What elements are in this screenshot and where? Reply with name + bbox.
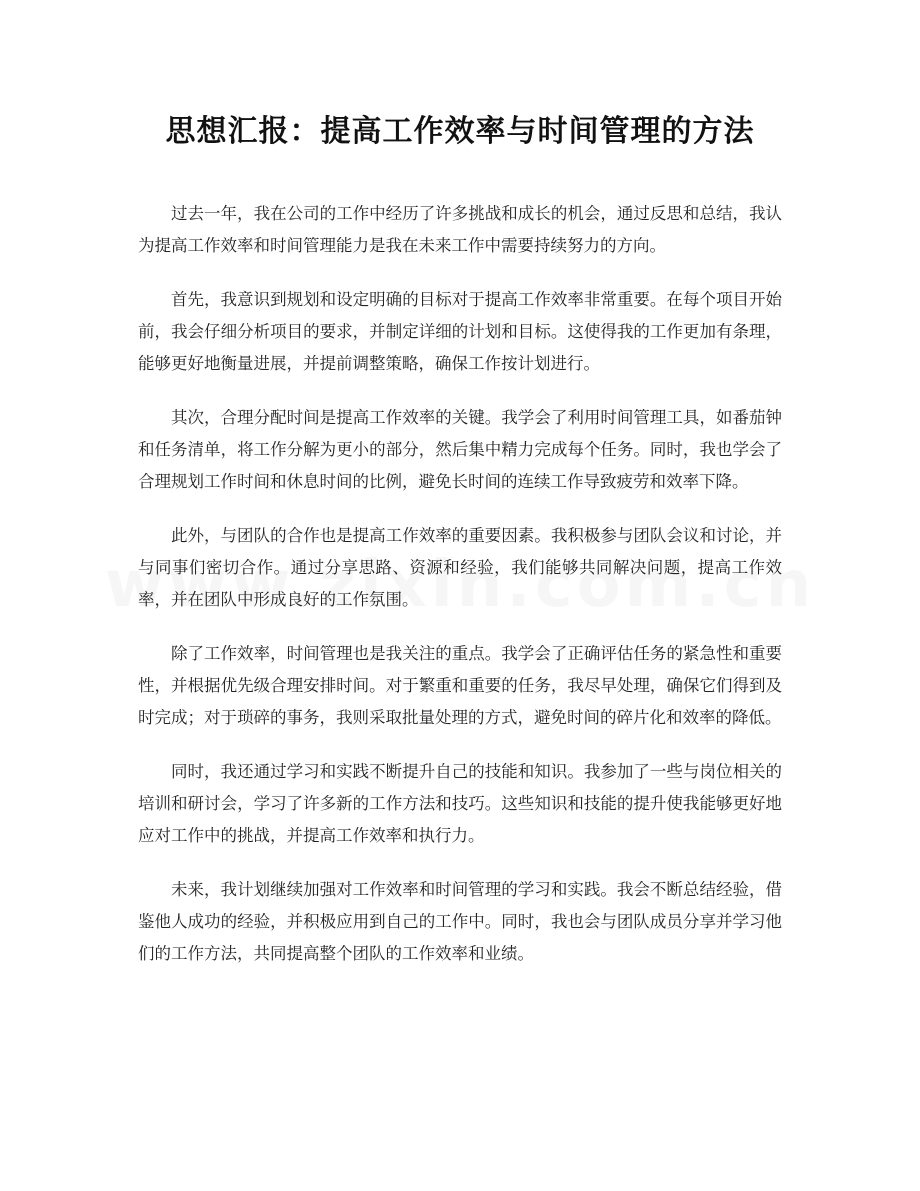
paragraph-1: 过去一年，我在公司的工作中经历了许多挑战和成长的机会，通过反思和总结，我认为提高工作效率和时间管理能力是我在未来工作中需要持续努力的方向。 [138, 204, 782, 255]
paragraph-2: 首先，我意识到规划和设定明确的目标对于提高工作效率非常重要。在每个项目开始前，我会仔细分析项目的要求，并制定详细的计划和目标。这使得我的工作更加有条理，能够更好地衡量进展，并提前调整策略，确保工作按计划进行。 [138, 290, 782, 373]
paragraph-6: 同时，我还通过学习和实践不断提升自己的技能和知识。我参加了一些与岗位相关的培训和研讨会，学习了许多新的工作方法和技巧。这些知识和技能的提升使我能够更好地应对工作中的挑战，并提高工作效率和执行力。 [138, 762, 782, 845]
paragraph-5: 除了工作效率，时间管理也是我关注的重点。我学会了正确评估任务的紧急性和重要性，并根据优先级合理安排时间。对于繁重和重要的任务，我尽早处理，确保它们得到及时完成；对于琐碎的事务，我则采取批量处理的方式，避免时间的碎片化和效率的降低。 [138, 644, 782, 727]
document-title: 思想汇报：提高工作效率与时间管理的方法 [165, 114, 755, 149]
paragraph-4: 此外，与团队的合作也是提高工作效率的重要因素。我积极参与团队会议和讨论，并与同事们密切合作。通过分享思路、资源和经验，我们能够共同解决问题，提高工作效率，并在团队中形成良好的工作氛围。 [138, 526, 782, 609]
paragraph-3: 其次，合理分配时间是提高工作效率的关键。我学会了利用时间管理工具，如番茄钟和任务清单，将工作分解为更小的部分，然后集中精力完成每个任务。同时，我也学会了合理规划工作时间和休息时间的比例，避免长时间的连续工作导致疲劳和效率下降。 [138, 408, 782, 491]
paragraph-7: 未来，我计划继续加强对工作效率和时间管理的学习和实践。我会不断总结经验，借鉴他人成功的经验，并积极应用到自己的工作中。同时，我也会与团队成员分享并学习他们的工作方法，共同提高整个团队的工作效率和业绩。 [138, 880, 782, 963]
